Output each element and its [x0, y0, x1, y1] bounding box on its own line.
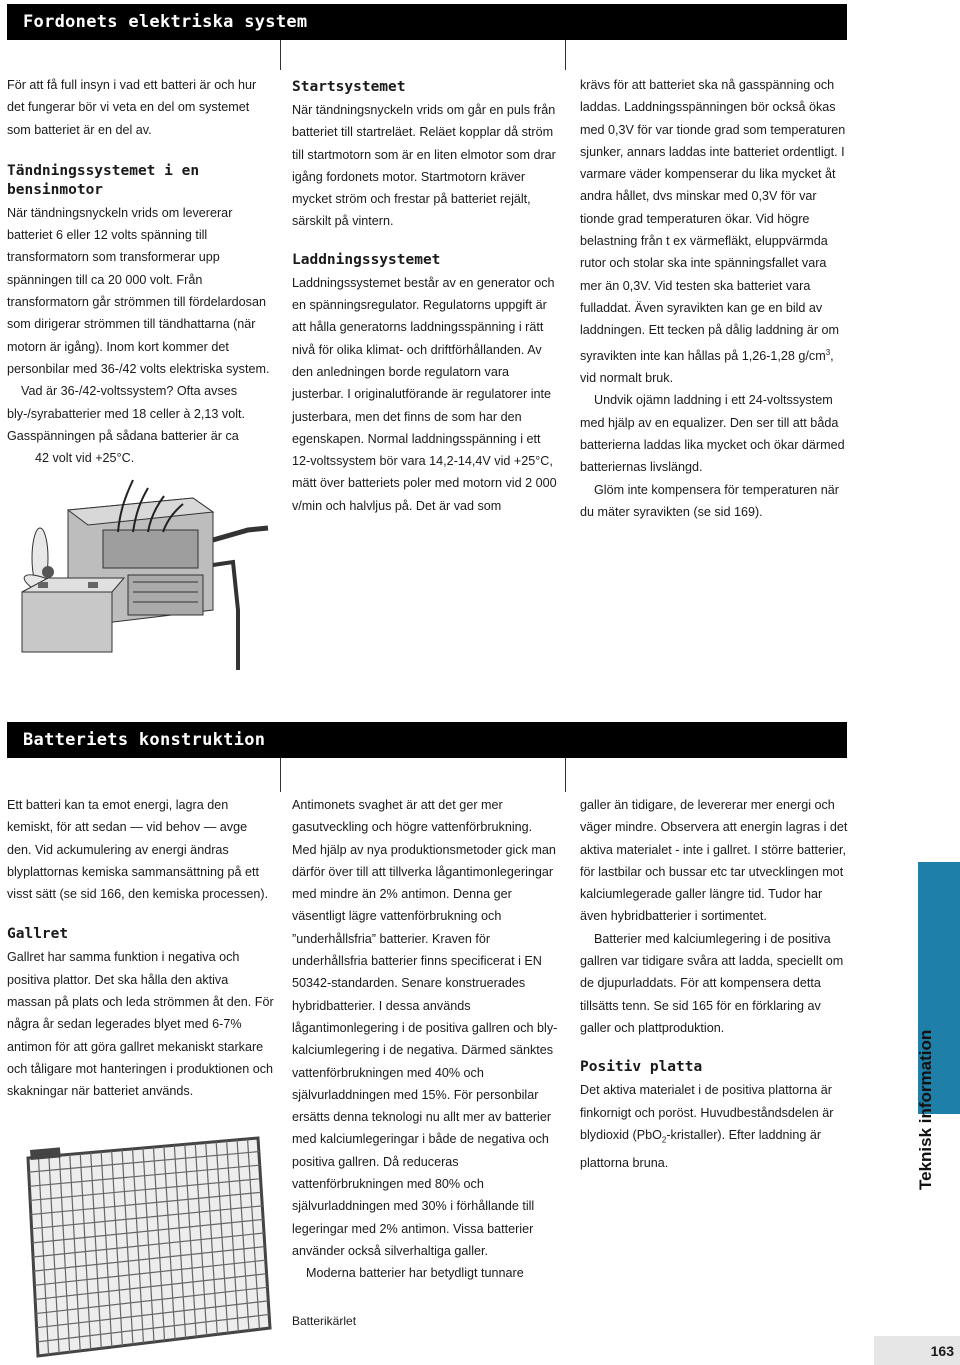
- paragraph: Antimonets svaghet är att det ger mer gasutveckling och högre vattenförbrukning. Med hjälp av nya produktionsmetoder gick man därför över till att tillverka lågantimonlegeringar med mindre än 2% antimon. Denna ger väsentligt lägre vattenförbrukning och ”underhållsfria” batterier. Kraven för underhållsfria batterier finns specificerat i EN 50342-standarden. Senare konstruerades hybridbatterier. I dessa används lågantimonlegering i de positiva gallren och bly-kalciumlegering i de negativa. Därmed sänktes vattenförbrukningen med 40% och självurladdningen med 15%. För personbilar ersätts denna teknologi nu allt mer av batterier med kalciumlegeringar i både de negativa och positiva gallren. Då reduceras vattenförbrukningen med 80% och självurladdningen med 30% i förhållande till legeringar med 2% antimon. Vissa batterier använder också silverhaltiga galler.: [292, 798, 558, 1258]
- paragraph: Gallret har samma funktion i negativa och positiva plattor. Det ska hålla den aktiva massan på plats och leda strömmen åt den. För några år sedan legerades blyet med 6-7% antimon för att göra gallret mekaniskt starkare och tåligare mot hanteringen i produktionen och skakningar när batteriet används.: [7, 950, 274, 1099]
- paragraph: Batterier med kalciumlegering i de positiva gallren var tidigare svåra att ladda, speciellt om de djupurladdats. För att kompensera detta tillsätts tenn. Se sid 165 för en förklaring av galler och plattproduktion.: [580, 931, 844, 1035]
- divider: [565, 758, 566, 792]
- paragraph: Vad är 36-/42-voltssystem? Ofta avses bly-/syrabatterier med 18 celler à 2,13 volt. Gasspänningen på sådana batterier är ca: [7, 384, 245, 443]
- heading-positiv-platta: Positiv platta: [580, 1059, 703, 1076]
- paragraph: När tändningsnyckeln vrids om levererar batteriet 6 eller 12 volts spänning till transformatorn som transformerar upp spänningen till ca 20 000 volt. Från transformatorn går strömmen till fördelardosan som dirigerar strömmen till tändhattarna (när motorn är igång). Inom kort kommer det personbilar med 36-/42 volts elektriska system.: [7, 205, 270, 376]
- bottom-column-1: [7, 794, 275, 1103]
- paragraph: [580, 1079, 848, 1174]
- section-header-bottom: [7, 722, 847, 758]
- text-run: krävs för att batteriet ska nå gasspänning och laddas. Laddningsspänningen bör också ökas med 0,3V för var tionde grad som temperaturen sjunker, annars laddas inte batteriet ordentligt. I varmare väder kompenserar du lika mycket åt andra hållet, dvs minskar med 0,3V för var tionde grad temperaturen ökar. Vid högre belastning från t ex värmefläkt, eluppvärmda rutor och stolar ska inte spänningsfallet vara mer än 0,3V. Vid testen ska batteriet vara fulladdat. Även syravikten kan ge en bild av laddningen. Ett tecken på dålig laddning är om syravikten inte kan hållas på 1,26-1,28 g/cm: [580, 78, 846, 363]
- side-label: Teknisk information: [916, 1029, 935, 1190]
- paragraph: Glöm inte kompensera för temperaturen när du mäter syravikten (se sid 169).: [580, 482, 839, 519]
- bottom-column-2: [292, 794, 560, 1285]
- text-run: , vid normalt bruk.: [580, 348, 834, 386]
- heading-laddningssystemet: Laddningssystemet: [292, 251, 441, 268]
- section-title-bottom: Batteriets konstruktion: [23, 730, 266, 750]
- page-number: 163: [930, 1343, 954, 1359]
- section-title-top: Fordonets elektriska system: [23, 12, 308, 32]
- paragraph: [580, 74, 848, 389]
- heading-startsystemet: Startsystemet: [292, 79, 406, 95]
- divider: [565, 40, 566, 70]
- superscript: 3: [825, 347, 831, 357]
- heading-gallret: Gallret: [7, 926, 69, 943]
- text-run: -kristaller). Efter laddning är plattorna bruna.: [580, 1127, 822, 1170]
- divider: [280, 40, 281, 70]
- page-number-box: [874, 1336, 960, 1365]
- figure-caption: Batterikärlet: [292, 1314, 357, 1328]
- grid-illustration: [8, 1128, 280, 1360]
- bottom-column-3: [580, 794, 848, 1174]
- paragraph: Laddningssystemet består av en generator och en spänningsregulator. Regulatorns uppgift är att hålla generatorns laddningsspänning i rätt nivå för olika klimat- och driftförhållanden. Av den anledningen borde regulatorn vara justerbar. I originalutförande är regulatorer inte justerbara, men det finns de som har den egenskapen. Normal laddningsspänning i ett 12-voltssystem bör vara 14,2-14,4V vid +25°C, mätt över batteriets poler med motorn vid 2 000 v/min och halvljus på. Det är vad som: [292, 275, 557, 513]
- heading-tandningssystemet: Tändningssystemet i en bensinmotor: [7, 162, 200, 198]
- subscript: 2: [661, 1135, 667, 1145]
- intro-paragraph: För att få full insyn i vad ett batteri är och hur det fungerar bör vi veta en del om systemet som batteriet är en del av.: [7, 78, 257, 137]
- paragraph: galler än tidigare, de levererar mer energi och väger mindre. Observera att energin lagras i det aktiva materialet - inte i gallret. I större batterier, för lastbilar och bussar etc tar utvecklingen mot kalciumlegerade galler längre tid. Tudor har även hybridbatterier i sortimentet.: [580, 798, 848, 924]
- paragraph: Ett batteri kan ta emot energi, lagra den kemiskt, för att sedan — vid behov — avge den. Vid ackumulering av energi ändras blyplattornas kemiska sammansättning på ett visst sätt (se sid 166, den kemiska processen).: [7, 798, 269, 902]
- top-column-2: [292, 78, 560, 517]
- paragraph: Undvik ojämn laddning i ett 24-voltssystem med hjälp av en equalizer. Den ser till att båda batterierna laddas lika mycket och ökar därmed batteriernas livslängd.: [580, 393, 845, 475]
- paragraph: 42 volt vid +25°C.: [35, 451, 135, 466]
- divider: [280, 758, 281, 792]
- text-run: Det aktiva materialet i de positiva plattorna är finkornigt och poröst. Huvudbeståndsdelen är blydioxid (PbO: [580, 1083, 834, 1142]
- section-header-top: [7, 4, 847, 40]
- top-column-3: [580, 74, 848, 523]
- paragraph: Moderna batterier har betydligt tunnare: [306, 1266, 524, 1281]
- engine-illustration: [8, 470, 280, 692]
- top-column-1: [7, 74, 275, 469]
- paragraph: När tändningsnyckeln vrids om går en puls från batteriet till startreläet. Reläet kopplar då ström till startmotorn som är en liten elmotor som drar igång fordonets motor. Startmotorn kräver mycket ström och frestar på batteriet rejält, särskilt på vintern.: [292, 103, 556, 229]
